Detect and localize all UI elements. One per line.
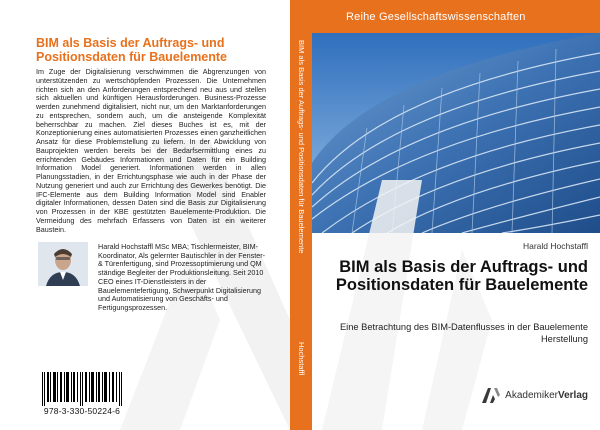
spine [290, 0, 312, 430]
av-logo-icon [481, 386, 501, 404]
publisher-logo [481, 385, 588, 405]
author-photo [38, 242, 88, 286]
back-cover [0, 0, 290, 430]
front-cover [312, 0, 600, 430]
spine-author: Hochstaffl [297, 342, 306, 376]
publisher-name-suffix: Verlag [557, 389, 588, 401]
isbn-number: 978-3-330-50224-6 [43, 406, 121, 416]
publisher-name-prefix: Akademiker [505, 389, 558, 401]
spine-title: BIM als Basis der Auftrags- und Positionsdaten für Bauelemente [297, 40, 306, 254]
front-subtitle: Eine Betrachtung des BIM-Datenflusses in der Bauelemente Herstellung [339, 322, 588, 344]
av-watermark-icon [312, 0, 600, 430]
front-author: Harald Hochstaffl [522, 241, 588, 251]
back-blurb: Im Zuge der Digitalisierung verschwimmen die Abgrenzungen von unterstützenden zu wertschöpfenden Prozessen. Die Unternehmen richten sich an den Anforderungen entsprechend neu aus und stellen sich aktuellen und künftigen Herausforderungen. Business-Prozesse werden zunehmend digitalisiert, nicht nur, um den Marktanforderungen zu entsprechen, sondern auch, um die ansteigende Komplexität beherrschbar zu machen. Ziel dieses Buches ist es, mit der Konzeptionierung eines automatisierten Prozesses einen ganzheitlichen Ansatz für diese Problemstellung zu liefern. In der Abwicklung von Bauprojekten werden bereits bei der Bedarfsermittlung eines zu errichtenden Gebäudes Informationen und Daten für ein Building Information Model generiert. Informationen werden in allen Planungsstadien, in der Errichtungsphase wie auch in der Phase der Nutzung generiert und auch zur Errichtung des Gewerkes benötigt. Die IFC-Elemente aus dem Building Information Model sind Enabler digitaler Informationen, dessen Daten sind die Basis zur Digitalisierung von Prozessen in der KBE gestützten Bauelemente-Produktion. Die Vermeidung des mehrfach Erfassens von Daten ist ein weiterer Baustein. [36, 67, 266, 234]
publisher-name [505, 390, 588, 401]
front-title: BIM als Basis der Auftrags- und Positionsdaten für Bauelemente [335, 258, 588, 294]
series-label: Reihe Gesellschaftswissenschaften [346, 11, 526, 23]
author-bio: Harald Hochstaffl MSc MBA; Tischlermeister, BIM-Koordinator, Als gelernter Bautischler in der Fenster- & Türenfertigung, sind Prozessoptimierung und QM ständige Begleiter der Produktionsleitung. Seit 2010 CEO eines IT-Dienstleisters in der Bauelementefertigung, Schwerpunkt Digitalisierung und Automatisierung von Geschäfts- und Fertigungsprozessen. [98, 242, 265, 312]
barcode [40, 372, 124, 416]
back-title: BIM als Basis der Auftrags- und Positionsdaten für Bauelemente [36, 36, 228, 64]
barcode-icon [40, 372, 124, 406]
